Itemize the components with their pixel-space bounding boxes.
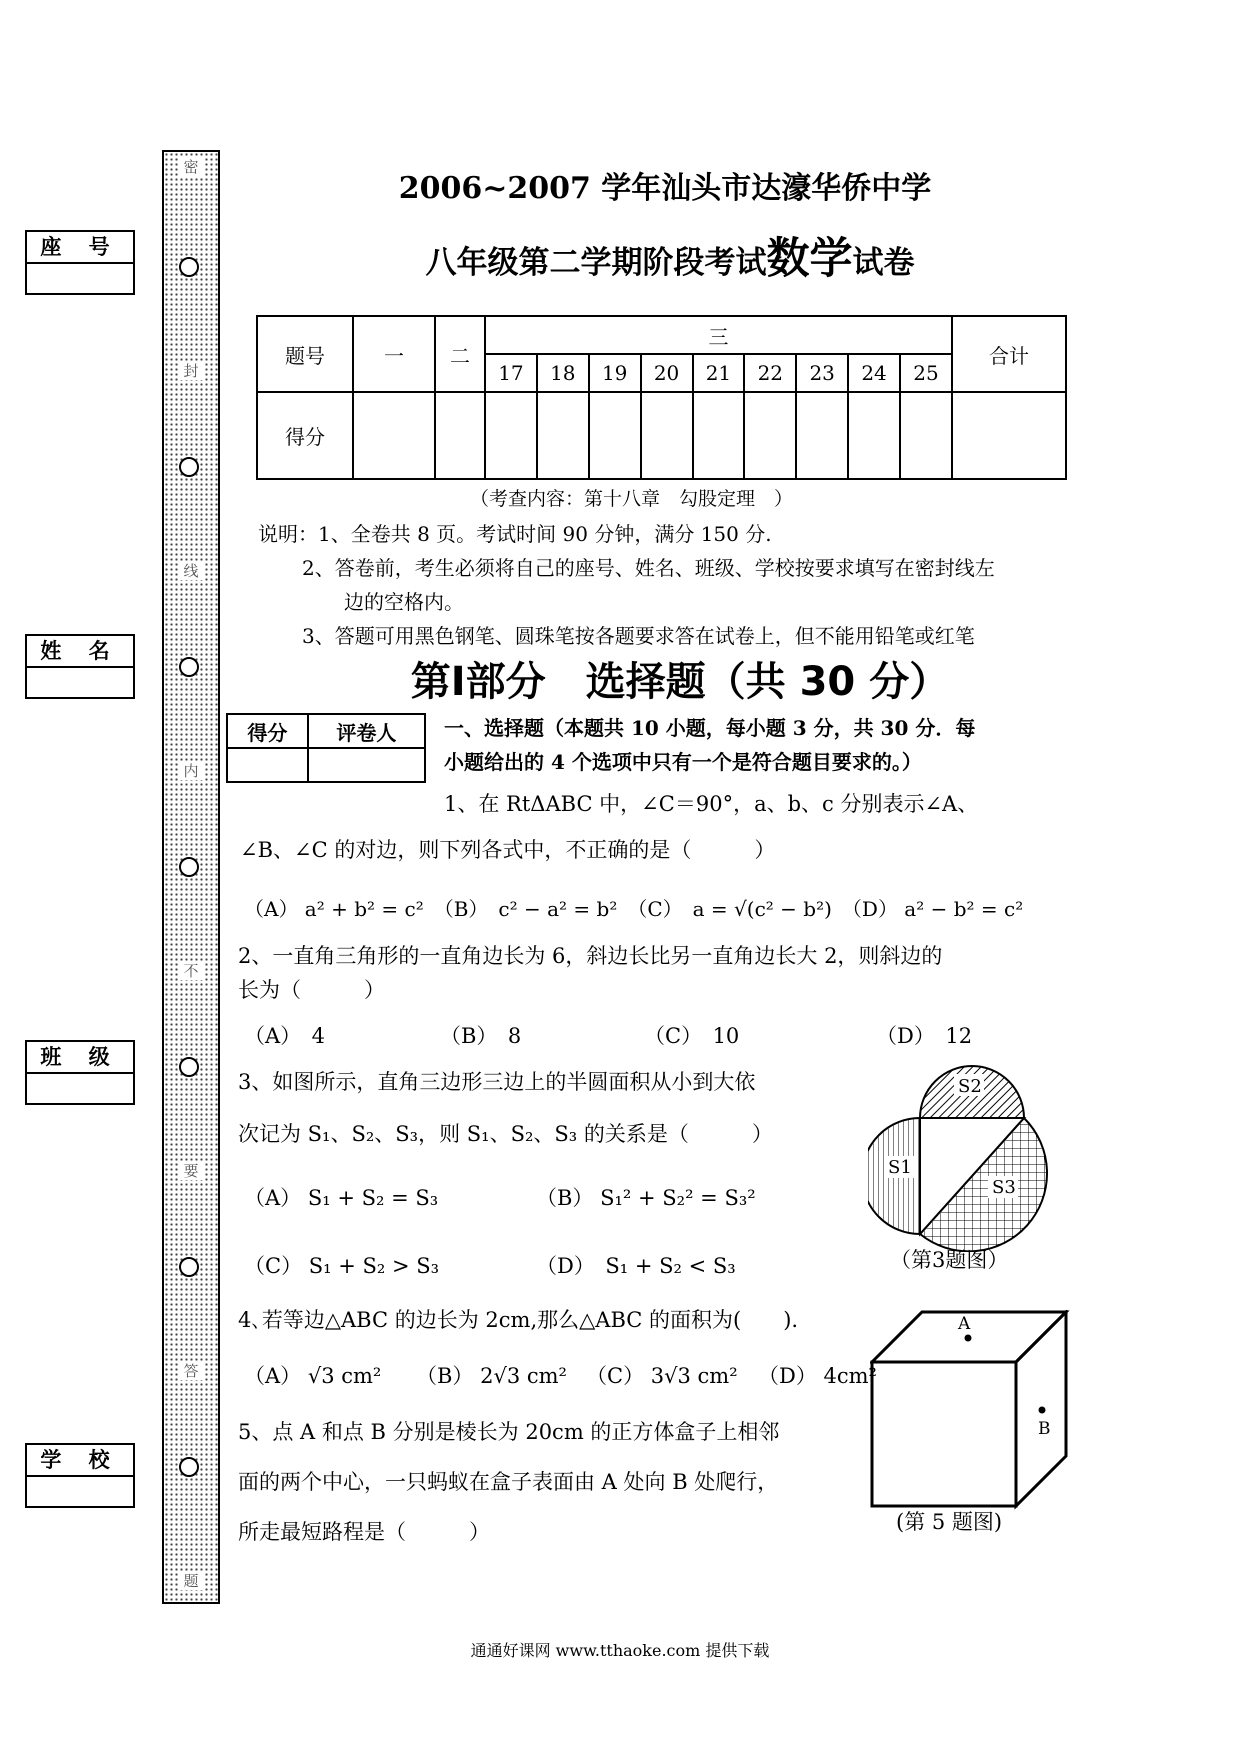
seal-hole-icon: [179, 1257, 199, 1277]
seal-char: 封: [178, 362, 204, 380]
school-label: 学 校: [27, 1445, 133, 1477]
page-subtitle: [380, 225, 960, 286]
seal-hole-icon: [179, 1457, 199, 1477]
score-sub: 18: [537, 354, 589, 392]
q5-label-a: A: [958, 1314, 971, 1334]
name-box: [25, 634, 135, 699]
score-cell[interactable]: [693, 392, 745, 479]
score-header: 题号: [257, 316, 353, 392]
score-group: 三: [485, 316, 952, 354]
q2-option-b: （B） 8: [440, 1024, 522, 1048]
seat-box: [25, 230, 135, 295]
school-box: [25, 1443, 135, 1508]
q3-figure-caption: （第3题图）: [890, 1248, 1009, 1272]
q3-line1: 3、如图所示，直角三边形三边上的半圆面积从小到大依: [238, 1070, 756, 1094]
q4-option-b: （B） 2√3 cm²: [416, 1364, 567, 1388]
seal-char: 要: [178, 1162, 204, 1180]
score-cell[interactable]: [641, 392, 693, 479]
score-sub: 23: [796, 354, 848, 392]
q3-option-d: （D） S₁ + S₂ < S₃: [536, 1254, 736, 1278]
q3-option-c: （C） S₁ + S₂ > S₃: [244, 1254, 440, 1278]
note-3: 3、答题可用黑色钢笔、圆珠笔按各题要求答在试卷上，但不能用铅笔或红笔: [302, 624, 975, 648]
seal-hole-icon: [179, 657, 199, 677]
score-sub: 20: [641, 354, 693, 392]
score-sub: 25: [900, 354, 952, 392]
score-col-2: 二: [435, 316, 485, 392]
q5-figure-caption: (第 5 题图): [896, 1510, 1003, 1534]
seal-hole-icon: [179, 857, 199, 877]
q5-line3: 所走最短路程是（ ）: [238, 1520, 490, 1544]
note-2: 2、答卷前，考生必须将自己的座号、姓名、班级、学校按要求填写在密封线左: [302, 556, 995, 580]
q2-line2: 长为（ ）: [238, 978, 385, 1002]
score-cell[interactable]: [589, 392, 641, 479]
grader-reviewer-field[interactable]: [308, 748, 425, 782]
seal-char: 题: [178, 1572, 204, 1590]
q4-line1: 4､若等边△ABC 的边长为 2cm,那么△ABC 的面积为( ).: [238, 1308, 799, 1332]
score-cell[interactable]: [435, 392, 485, 479]
grader-score-field[interactable]: [227, 748, 308, 782]
score-cell[interactable]: [485, 392, 537, 479]
part1-intro-1: 一、选择题（本题共 10 小题，每小题 3 分，共 30 分．每: [444, 716, 976, 740]
seal-hole-icon: [179, 1057, 199, 1077]
score-sub: 22: [744, 354, 796, 392]
q3-label-s2: S2: [958, 1076, 982, 1097]
seal-char: 答: [178, 1362, 204, 1380]
q3-line2: 次记为 S₁、S₂、S₃，则 S₁、S₂、S₃ 的关系是（ ）: [238, 1122, 773, 1146]
score-cell[interactable]: [744, 392, 796, 479]
name-label: 姓 名: [27, 636, 133, 668]
seal-char: 线: [178, 562, 204, 580]
q2-option-a: （A） 4: [244, 1024, 326, 1048]
grader-score-label: 得分: [227, 714, 308, 748]
q3-option-b: （B） S₁² + S₂² = S₃²: [536, 1186, 756, 1210]
subtitle-prefix: 八年级第二学期阶段考试: [425, 245, 767, 281]
score-cell[interactable]: [796, 392, 848, 479]
seat-field[interactable]: [27, 264, 133, 293]
q3-figure: [868, 1052, 1068, 1252]
q2-line1: 2、一直角三角形的一直角边长为 6，斜边长比另一直角边长大 2，则斜边的: [238, 944, 943, 968]
q3-option-a: （A） S₁ + S₂ = S₃: [244, 1186, 439, 1210]
score-row-label: 得分: [257, 392, 353, 479]
subtitle-suffix: 试卷: [852, 245, 915, 281]
class-field[interactable]: [27, 1074, 133, 1103]
score-total: 合计: [952, 316, 1066, 392]
q5-cube-figure: [870, 1310, 1070, 1510]
note-2-cont: 边的空格内。: [344, 590, 464, 614]
seal-char: 不: [178, 962, 204, 980]
score-cell[interactable]: [900, 392, 952, 479]
score-cell[interactable]: [537, 392, 589, 479]
q3-label-s3: S3: [992, 1177, 1016, 1198]
q1-line2: ∠B、∠C 的对边，则下列各式中，不正确的是（ ）: [240, 838, 776, 862]
q1-options: （A） a² + b² = c² （B） c² − a² = b² （C） a = √(c² − b²) （D） a² − b² = c²: [244, 897, 1024, 921]
note-1: 说明：1、全卷共 8 页。考试时间 90 分钟，满分 150 分.: [258, 522, 772, 546]
score-sub: 21: [693, 354, 745, 392]
score-sub: 19: [589, 354, 641, 392]
q1-line1: 1、在 RtΔABC 中，∠C＝90°，a、b、c 分别表示∠A、: [444, 792, 979, 816]
name-field[interactable]: [27, 668, 133, 697]
q4-option-a: （A） √3 cm²: [244, 1364, 382, 1388]
part1-intro-2: 小题给出的 4 个选项中只有一个是符合题目要求的。）: [444, 750, 922, 774]
subtitle-subject: 数学: [766, 234, 853, 284]
score-cell[interactable]: [952, 392, 1066, 479]
seal-char: 内: [178, 762, 204, 780]
q4-option-d: （D） 4cm²: [758, 1364, 877, 1388]
q5-line1: 5、点 A 和点 B 分别是棱长为 20cm 的正方体盒子上相邻: [238, 1420, 780, 1444]
school-field[interactable]: [27, 1477, 133, 1506]
section-title: 第Ⅰ部分 选择题（共 30 分）: [410, 659, 950, 705]
q2-option-c: （C） 10: [644, 1024, 740, 1048]
seal-char: 密: [178, 158, 204, 176]
q3-label-s1: S1: [888, 1157, 912, 1178]
q4-option-c: （C） 3√3 cm²: [586, 1364, 738, 1388]
footer: 通通好课网 www.tthaoke.com 提供下载: [470, 1641, 770, 1660]
score-table: [256, 315, 1067, 480]
score-col-1: 一: [353, 316, 435, 392]
grader-reviewer-label: 评卷人: [308, 714, 425, 748]
seal-strip: [162, 150, 220, 1604]
class-label: 班 级: [27, 1042, 133, 1074]
score-sub: 17: [485, 354, 537, 392]
q2-option-d: （D） 12: [876, 1024, 973, 1048]
exam-scope: （考查内容：第十八章 勾股定理 ）: [470, 488, 794, 510]
seat-label: 座 号: [27, 232, 133, 264]
grader-table: [226, 713, 426, 783]
score-sub: 24: [848, 354, 900, 392]
seal-hole-icon: [179, 257, 199, 277]
q5-line2: 面的两个中心，一只蚂蚁在盒子表面由 A 处向 B 处爬行，: [238, 1470, 779, 1494]
score-cell[interactable]: [353, 392, 435, 479]
q5-label-b: B: [1038, 1419, 1051, 1439]
seal-hole-icon: [179, 457, 199, 477]
class-box: [25, 1040, 135, 1105]
page-title: 2006~2007 学年汕头市达濠华侨中学: [398, 171, 932, 206]
score-cell[interactable]: [848, 392, 900, 479]
